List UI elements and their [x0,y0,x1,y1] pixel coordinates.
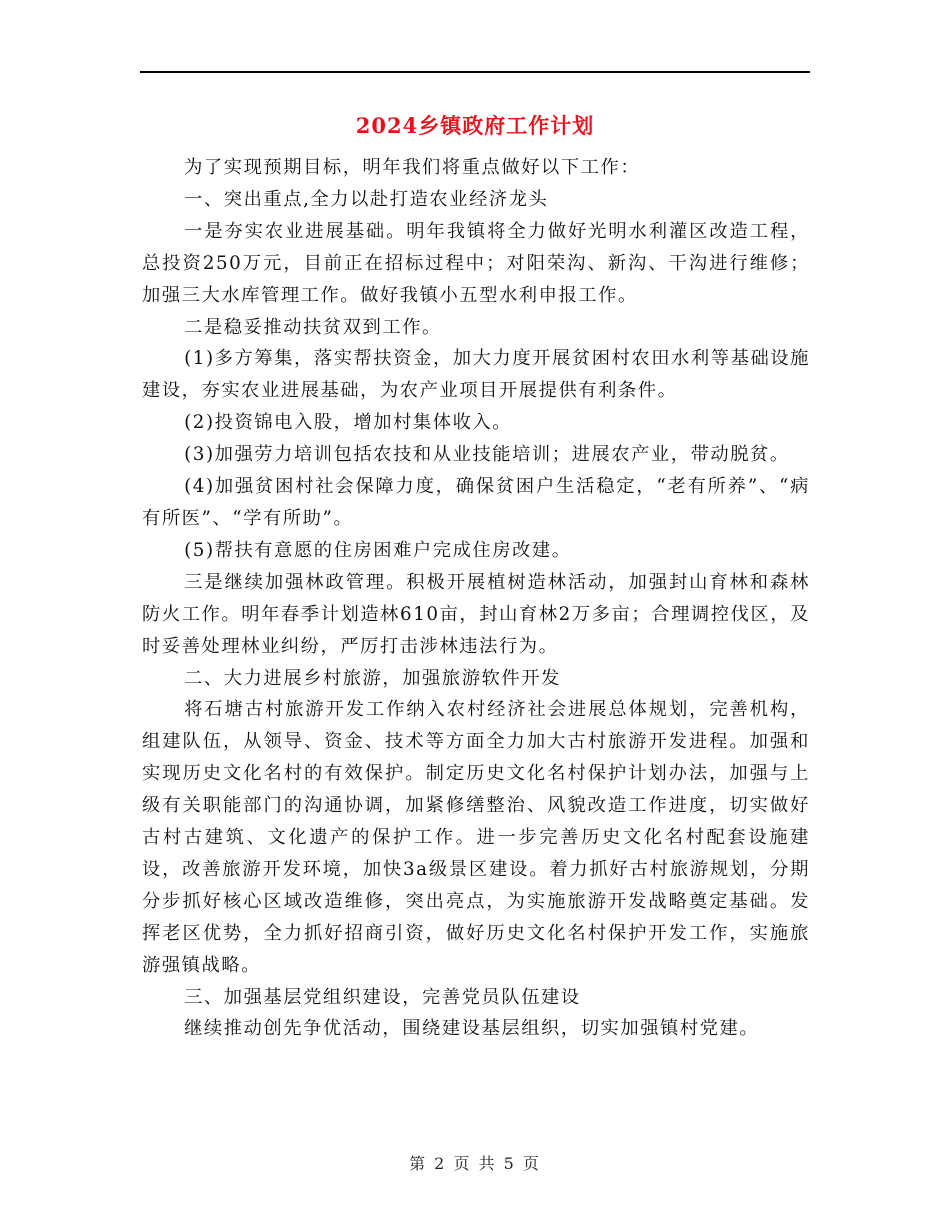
document-title: 2024乡镇政府工作计划 [355,113,595,138]
paragraph-forestry: 三是继续加强林政管理。积极开展植树造林活动，加强封山育林和森林防火工作。明年春季计划造林610亩，封山育林2万多亩；合理调控伐区，及时妥善处理林业纠纷，严厉打击涉林违法行为。 [142,571,810,657]
paragraph-party: 继续推动创先争优活动，围绕建设基层组织，切实加强镇村党建。 [184,1018,760,1040]
section-heading-1: 一、突出重点,全力以赴打造农业经济龙头 [184,188,549,210]
section-heading-3: 三、加强基层党组织建设，完善党员队伍建设 [184,986,581,1008]
paragraph-poverty-heading: 二是稳妥推动扶贫双到工作。 [184,316,442,338]
paragraph-tourism: 将石塘古村旅游开发工作纳入农村经济社会进展总体规划，完善机构，组建队伍，从领导、资金、技术等方面全力加大古村旅游开发进程。加强和实现历史文化名村的有效保护。制定历史文化名村保护计划办法，加强与上级有关职能部门的沟通协调，加紧修缮整治、风貌改造工作进度，切实做好古村古建筑、文化遗产的保护工作。进一步完善历史文化名村配套设施建设，改善旅游开发环境，加快3a级景区建设。着力抓好古村旅游规划，分期分步抓好核心区域改造维修，突出亮点，为实施旅游开发战略奠定基础。发挥老区优势，全力抓好招商引资，做好历史文化名村保护开发工作，实施旅游强镇战略。 [142,699,810,976]
header-rule [140,71,810,73]
list-item-2: (2)投资锦电入股，增加村集体收入。 [184,412,513,434]
list-item-4: (4)加强贫困村社会保障力度，确保贫困户生活稳定，“老有所养”、“病有所医”、“学有所助”。 [142,476,810,529]
document-body [142,152,810,1045]
paragraph-intro: 为了实现预期目标，明年我们将重点做好以下工作： [184,157,641,178]
list-item-1: (1)多方筹集，落实帮扶资金，加大力度开展贫困村农田水利等基础设施建设，夯实农业进展基础，为农产业项目开展提供有利条件。 [142,348,810,402]
list-item-5: (5)帮扶有意愿的住房困难户完成住房改建。 [184,539,572,561]
section-heading-2: 二、大力进展乡村旅游，加强旅游软件开发 [184,667,561,689]
paragraph-agriculture: 一是夯实农业进展基础。明年我镇将全力做好光明水利灌区改造工程，总投资250万元，目前正在招标过程中；对阳荣沟、新沟、干沟进行维修；加强三大水库管理工作。做好我镇小五型水利申报工作。 [142,220,810,306]
list-item-3: (3)加强劳力培训包括农技和从业技能培训；进展农产业，带动脱贫。 [184,444,790,466]
page-number: 第 2 页 共 5 页 [409,1154,541,1173]
